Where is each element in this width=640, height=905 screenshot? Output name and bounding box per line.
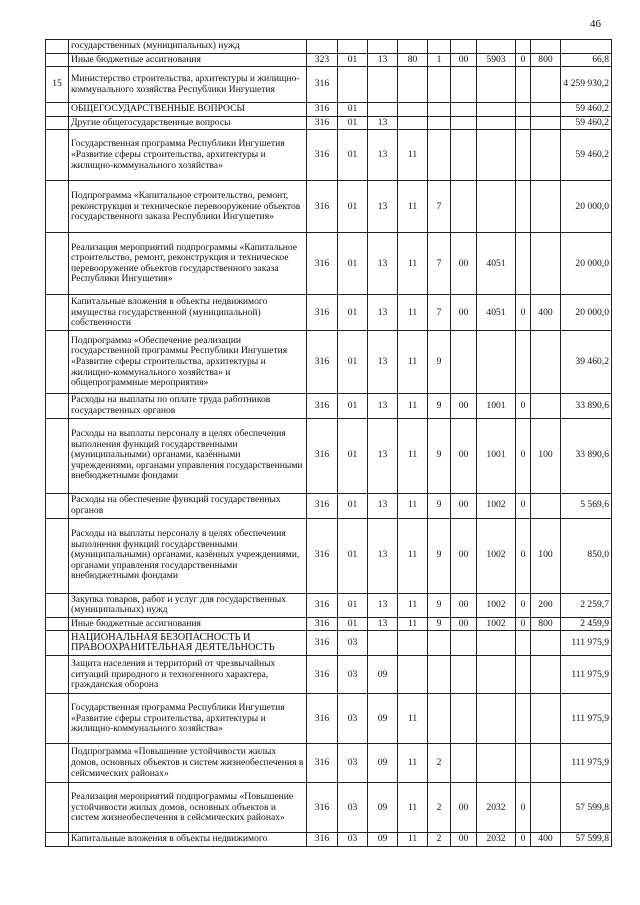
subprogram-code-cell: 7 [428, 233, 451, 295]
program-code-cell: 11 [398, 833, 428, 847]
section-code-cell [338, 40, 368, 54]
subprogram-code-cell [428, 694, 451, 744]
subsection-code-cell: 09 [368, 783, 398, 833]
ministry-code-cell: 316 [307, 103, 338, 117]
table-row [46, 130, 612, 181]
row-name-cell: Государственная программа Республики Ингушетия «Развитие сферы строительства, архитектуры и жилищно-коммунального хозяйства» [69, 694, 307, 744]
subprogram-code-cell: 2 [428, 833, 451, 847]
expense-type-code-cell [531, 656, 561, 694]
measure-code-cell: 00 [451, 295, 477, 331]
direction-code-cell: 2032 [477, 833, 516, 847]
extra-code-cell: 0 [516, 394, 531, 418]
subprogram-code-cell: 9 [428, 493, 451, 518]
row-name-cell: Расходы на обеспечение функций государственных органов [69, 493, 307, 518]
subsection-code-cell: 13 [368, 331, 398, 394]
program-code-cell: 11 [398, 233, 428, 295]
amount-cell: 57 599,8 [561, 833, 612, 847]
measure-code-cell: 00 [451, 783, 477, 833]
subprogram-code-cell: 9 [428, 418, 451, 493]
direction-code-cell: 1001 [477, 394, 516, 418]
amount-cell: 33 890,6 [561, 418, 612, 493]
section-code-cell: 01 [338, 130, 368, 181]
section-code-cell: 01 [338, 331, 368, 394]
program-code-cell: 11 [398, 617, 428, 631]
section-code-cell: 01 [338, 233, 368, 295]
measure-code-cell [451, 130, 477, 181]
program-code-cell: 80 [398, 53, 428, 67]
subsection-code-cell: 13 [368, 518, 398, 593]
program-code-cell [398, 656, 428, 694]
measure-code-cell: 00 [451, 617, 477, 631]
extra-code-cell: 0 [516, 617, 531, 631]
direction-code-cell: 1002 [477, 518, 516, 593]
table-row [46, 103, 612, 117]
table-row [46, 181, 612, 233]
row-number-cell [46, 493, 69, 518]
ministry-code-cell [307, 40, 338, 54]
expense-type-code-cell: 100 [531, 418, 561, 493]
expense-type-code-cell [531, 233, 561, 295]
expense-type-code-cell [531, 631, 561, 656]
amount-cell: 111 975,9 [561, 656, 612, 694]
ministry-code-cell: 316 [307, 656, 338, 694]
table-row [46, 593, 612, 617]
ministry-code-cell: 316 [307, 67, 338, 103]
row-number-cell [46, 656, 69, 694]
expense-type-code-cell [531, 331, 561, 394]
row-number-cell [46, 783, 69, 833]
program-code-cell [398, 40, 428, 54]
expense-type-code-cell: 100 [531, 518, 561, 593]
expense-type-code-cell [531, 116, 561, 130]
subsection-code-cell: 09 [368, 833, 398, 847]
row-number-cell [46, 331, 69, 394]
row-number-cell [46, 518, 69, 593]
row-number-cell [46, 295, 69, 331]
section-code-cell: 03 [338, 694, 368, 744]
program-code-cell: 11 [398, 593, 428, 617]
subsection-code-cell [368, 40, 398, 54]
program-code-cell: 11 [398, 295, 428, 331]
row-name-cell: Расходы на выплаты по оплате труда работников государственных органов [69, 394, 307, 418]
section-code-cell: 03 [338, 656, 368, 694]
measure-code-cell [451, 656, 477, 694]
direction-code-cell: 1002 [477, 493, 516, 518]
extra-code-cell: 0 [516, 783, 531, 833]
subsection-code-cell: 13 [368, 233, 398, 295]
program-code-cell: 11 [398, 394, 428, 418]
expense-type-code-cell [531, 40, 561, 54]
measure-code-cell [451, 116, 477, 130]
row-name-cell: Реализация мероприятий подпрограммы «Повышение устойчивости жилых домов, основных объектов и систем жизнеобеспечения в сейсмических районах» [69, 783, 307, 833]
row-name-cell: Капитальные вложения в объекты недвижимого имущества государственной (муниципальной) собственности [69, 295, 307, 331]
expense-type-code-cell: 800 [531, 617, 561, 631]
table-row [46, 833, 612, 847]
direction-code-cell: 1001 [477, 418, 516, 493]
row-number-cell [46, 53, 69, 67]
extra-code-cell [516, 130, 531, 181]
expense-type-code-cell: 200 [531, 593, 561, 617]
row-number-cell [46, 233, 69, 295]
row-number-cell [46, 833, 69, 847]
row-name-cell: государственных (муниципальных) нужд [69, 40, 307, 54]
row-number-cell [46, 130, 69, 181]
row-name-cell: Подпрограмма «Обеспечение реализации государственной программы Республики Ингушетия «Развитие сферы строительства, архитектуры и жилищно-коммунального хозяйства» и общепрограммные мероприятия» [69, 331, 307, 394]
program-code-cell: 11 [398, 783, 428, 833]
amount-cell: 66,8 [561, 53, 612, 67]
section-code-cell: 01 [338, 518, 368, 593]
ministry-code-cell: 316 [307, 331, 338, 394]
ministry-code-cell: 316 [307, 233, 338, 295]
direction-code-cell: 4051 [477, 233, 516, 295]
table-row [46, 53, 612, 67]
section-code-cell: 01 [338, 418, 368, 493]
program-code-cell: 11 [398, 331, 428, 394]
page-number: 46 [590, 18, 601, 30]
subsection-code-cell: 13 [368, 593, 398, 617]
section-code-cell: 01 [338, 295, 368, 331]
row-number-cell [46, 744, 69, 783]
subprogram-code-cell [428, 130, 451, 181]
program-code-cell [398, 67, 428, 103]
measure-code-cell: 00 [451, 593, 477, 617]
direction-code-cell [477, 656, 516, 694]
extra-code-cell [516, 656, 531, 694]
row-number-cell: 15 [46, 67, 69, 103]
program-code-cell: 11 [398, 181, 428, 233]
subprogram-code-cell [428, 656, 451, 694]
extra-code-cell: 0 [516, 53, 531, 67]
extra-code-cell [516, 40, 531, 54]
row-name-cell: Подпрограмма «Повышение устойчивости жилых домов, основных объектов и систем жизнеобеспечения в сейсмических районах» [69, 744, 307, 783]
row-number-cell [46, 694, 69, 744]
subsection-code-cell: 13 [368, 181, 398, 233]
table-row [46, 67, 612, 103]
ministry-code-cell: 316 [307, 617, 338, 631]
expense-type-code-cell [531, 493, 561, 518]
program-code-cell: 11 [398, 130, 428, 181]
extra-code-cell [516, 331, 531, 394]
row-name-cell: Министерство строительства, архитектуры и жилищно-коммунального хозяйства Республики Ингушетия [69, 67, 307, 103]
subprogram-code-cell: 9 [428, 617, 451, 631]
amount-cell: 39 460,2 [561, 331, 612, 394]
measure-code-cell: 00 [451, 833, 477, 847]
amount-cell: 5 569,6 [561, 493, 612, 518]
row-name-cell: Капитальные вложения в объекты недвижимого [69, 833, 307, 847]
amount-cell: 59 460,2 [561, 103, 612, 117]
expense-type-code-cell [531, 67, 561, 103]
row-name-cell: ОБЩЕГОСУДАРСТВЕННЫЕ ВОПРОСЫ [69, 103, 307, 117]
subsection-code-cell: 13 [368, 116, 398, 130]
subprogram-code-cell: 9 [428, 331, 451, 394]
subsection-code-cell: 09 [368, 744, 398, 783]
measure-code-cell [451, 331, 477, 394]
subsection-code-cell [368, 67, 398, 103]
direction-code-cell [477, 130, 516, 181]
section-code-cell: 01 [338, 617, 368, 631]
direction-code-cell: 1002 [477, 617, 516, 631]
subprogram-code-cell: 9 [428, 394, 451, 418]
section-code-cell: 03 [338, 631, 368, 656]
ministry-code-cell: 316 [307, 744, 338, 783]
ministry-code-cell: 316 [307, 493, 338, 518]
expense-type-code-cell [531, 744, 561, 783]
expense-type-code-cell [531, 181, 561, 233]
row-number-cell [46, 631, 69, 656]
row-name-cell: Подпрограмма «Капитальное строительство, ремонт, реконструкция и техническое перевооружение объектов государственного заказа Республики Ингушетия» [69, 181, 307, 233]
program-code-cell [398, 116, 428, 130]
amount-cell: 20 000,0 [561, 295, 612, 331]
section-code-cell: 01 [338, 103, 368, 117]
ministry-code-cell: 316 [307, 833, 338, 847]
table-row [46, 783, 612, 833]
expense-type-code-cell: 400 [531, 833, 561, 847]
measure-code-cell [451, 103, 477, 117]
row-name-cell: Закупка товаров, работ и услуг для государственных (муниципальных) нужд [69, 593, 307, 617]
expense-type-code-cell [531, 130, 561, 181]
amount-cell: 4 259 930,2 [561, 67, 612, 103]
subsection-code-cell: 09 [368, 656, 398, 694]
row-name-cell: НАЦИОНАЛЬНАЯ БЕЗОПАСНОСТЬ И ПРАВООХРАНИТЕЛЬНАЯ ДЕЯТЕЛЬНОСТЬ [69, 631, 307, 656]
extra-code-cell: 0 [516, 518, 531, 593]
subprogram-code-cell: 1 [428, 53, 451, 67]
subsection-code-cell: 13 [368, 130, 398, 181]
expense-type-code-cell: 400 [531, 295, 561, 331]
table-row [46, 656, 612, 694]
section-code-cell: 01 [338, 593, 368, 617]
amount-cell: 2 459,9 [561, 617, 612, 631]
ministry-code-cell: 316 [307, 518, 338, 593]
extra-code-cell: 0 [516, 418, 531, 493]
table-row [46, 418, 612, 493]
subprogram-code-cell: 9 [428, 518, 451, 593]
subprogram-code-cell: 2 [428, 744, 451, 783]
direction-code-cell [477, 103, 516, 117]
measure-code-cell: 00 [451, 394, 477, 418]
ministry-code-cell: 316 [307, 116, 338, 130]
table-row [46, 694, 612, 744]
table-row [46, 295, 612, 331]
extra-code-cell: 0 [516, 295, 531, 331]
extra-code-cell: 0 [516, 833, 531, 847]
program-code-cell: 11 [398, 518, 428, 593]
direction-code-cell [477, 181, 516, 233]
section-code-cell: 01 [338, 394, 368, 418]
row-number-cell [46, 418, 69, 493]
expense-type-code-cell [531, 103, 561, 117]
ministry-code-cell: 323 [307, 53, 338, 67]
direction-code-cell [477, 116, 516, 130]
amount-cell: 57 599,8 [561, 783, 612, 833]
row-name-cell: Государственная программа Республики Ингушетия «Развитие сферы строительства, архитектуры и жилищно-коммунального хозяйства» [69, 130, 307, 181]
subsection-code-cell: 09 [368, 694, 398, 744]
table-row [46, 493, 612, 518]
subprogram-code-cell: 7 [428, 181, 451, 233]
measure-code-cell [451, 631, 477, 656]
row-name-cell: Реализация мероприятий подпрограммы «Капитальное строительство, ремонт, реконструкция и техническое перевооружение объектов государственного заказа Республики Ингушетия» [69, 233, 307, 295]
measure-code-cell [451, 67, 477, 103]
amount-cell: 111 975,9 [561, 631, 612, 656]
expense-type-code-cell [531, 783, 561, 833]
extra-code-cell [516, 694, 531, 744]
extra-code-cell [516, 631, 531, 656]
program-code-cell: 11 [398, 493, 428, 518]
row-number-cell [46, 593, 69, 617]
row-name-cell: Иные бюджетные ассигнования [69, 617, 307, 631]
section-code-cell: 01 [338, 493, 368, 518]
table-row [46, 518, 612, 593]
program-code-cell [398, 103, 428, 117]
ministry-code-cell: 316 [307, 631, 338, 656]
section-code-cell: 01 [338, 181, 368, 233]
section-code-cell: 01 [338, 53, 368, 67]
measure-code-cell [451, 744, 477, 783]
program-code-cell: 11 [398, 418, 428, 493]
direction-code-cell [477, 331, 516, 394]
direction-code-cell [477, 67, 516, 103]
direction-code-cell [477, 694, 516, 744]
ministry-code-cell: 316 [307, 694, 338, 744]
amount-cell: 33 890,6 [561, 394, 612, 418]
amount-cell: 20 000,0 [561, 233, 612, 295]
measure-code-cell [451, 40, 477, 54]
row-name-cell: Расходы на выплаты персоналу в целях обеспечения выполнения функций государственными (муниципальными) органами, казёнными учреждениями, органами управления государственными внебюджетными фондами [69, 418, 307, 493]
subprogram-code-cell: 7 [428, 295, 451, 331]
ministry-code-cell: 316 [307, 593, 338, 617]
row-name-cell: Защита населения и территорий от чрезвычайных ситуаций природного и техногенного характера, гражданская оборона [69, 656, 307, 694]
ministry-code-cell: 316 [307, 783, 338, 833]
subsection-code-cell: 13 [368, 418, 398, 493]
subprogram-code-cell: 2 [428, 783, 451, 833]
extra-code-cell [516, 744, 531, 783]
direction-code-cell: 1002 [477, 593, 516, 617]
extra-code-cell [516, 181, 531, 233]
table-row [46, 744, 612, 783]
row-number-cell [46, 103, 69, 117]
measure-code-cell [451, 181, 477, 233]
row-name-cell: Другие общегосударственные вопросы [69, 116, 307, 130]
row-number-cell [46, 617, 69, 631]
ministry-code-cell: 316 [307, 130, 338, 181]
row-name-cell: Расходы на выплаты персоналу в целях обеспечения выполнения функций государственными (муниципальными) органами, казённых учреждениями, органами управления государственными внебюджетными фондами [69, 518, 307, 593]
row-name-cell: Иные бюджетные ассигнования [69, 53, 307, 67]
direction-code-cell [477, 631, 516, 656]
direction-code-cell: 4051 [477, 295, 516, 331]
ministry-code-cell: 316 [307, 418, 338, 493]
subsection-code-cell [368, 103, 398, 117]
direction-code-cell [477, 40, 516, 54]
amount-cell: 2 259,7 [561, 593, 612, 617]
row-number-cell [46, 40, 69, 54]
budget-table [45, 39, 612, 847]
section-code-cell: 01 [338, 116, 368, 130]
subsection-code-cell [368, 631, 398, 656]
subprogram-code-cell [428, 40, 451, 54]
table-row [46, 631, 612, 656]
table-row [46, 331, 612, 394]
subprogram-code-cell [428, 116, 451, 130]
direction-code-cell [477, 744, 516, 783]
amount-cell: 59 460,2 [561, 130, 612, 181]
extra-code-cell [516, 233, 531, 295]
extra-code-cell [516, 116, 531, 130]
program-code-cell [398, 631, 428, 656]
section-code-cell: 03 [338, 744, 368, 783]
subprogram-code-cell [428, 67, 451, 103]
subsection-code-cell: 13 [368, 617, 398, 631]
amount-cell: 111 975,9 [561, 744, 612, 783]
measure-code-cell: 00 [451, 493, 477, 518]
subsection-code-cell: 13 [368, 493, 398, 518]
table-row [46, 40, 612, 54]
extra-code-cell: 0 [516, 493, 531, 518]
amount-cell: 59 460,2 [561, 116, 612, 130]
measure-code-cell: 00 [451, 518, 477, 593]
expense-type-code-cell [531, 694, 561, 744]
table-row [46, 394, 612, 418]
row-number-cell [46, 116, 69, 130]
amount-cell: 850,0 [561, 518, 612, 593]
ministry-code-cell: 316 [307, 394, 338, 418]
table-row [46, 233, 612, 295]
program-code-cell: 11 [398, 744, 428, 783]
direction-code-cell: 2032 [477, 783, 516, 833]
subsection-code-cell: 13 [368, 53, 398, 67]
amount-cell [561, 40, 612, 54]
subsection-code-cell: 13 [368, 295, 398, 331]
section-code-cell [338, 67, 368, 103]
subprogram-code-cell [428, 631, 451, 656]
ministry-code-cell: 316 [307, 295, 338, 331]
measure-code-cell: 00 [451, 53, 477, 67]
expense-type-code-cell [531, 394, 561, 418]
section-code-cell: 03 [338, 833, 368, 847]
direction-code-cell: 5903 [477, 53, 516, 67]
row-number-cell [46, 181, 69, 233]
amount-cell: 111 975,9 [561, 694, 612, 744]
measure-code-cell: 00 [451, 418, 477, 493]
section-code-cell: 03 [338, 783, 368, 833]
subprogram-code-cell [428, 103, 451, 117]
measure-code-cell [451, 694, 477, 744]
subprogram-code-cell: 9 [428, 593, 451, 617]
table-row [46, 617, 612, 631]
expense-type-code-cell: 800 [531, 53, 561, 67]
measure-code-cell: 00 [451, 233, 477, 295]
extra-code-cell [516, 103, 531, 117]
ministry-code-cell: 316 [307, 181, 338, 233]
subsection-code-cell: 13 [368, 394, 398, 418]
extra-code-cell: 0 [516, 593, 531, 617]
extra-code-cell [516, 67, 531, 103]
amount-cell: 20 000,0 [561, 181, 612, 233]
table-row [46, 116, 612, 130]
program-code-cell: 11 [398, 694, 428, 744]
row-number-cell [46, 394, 69, 418]
